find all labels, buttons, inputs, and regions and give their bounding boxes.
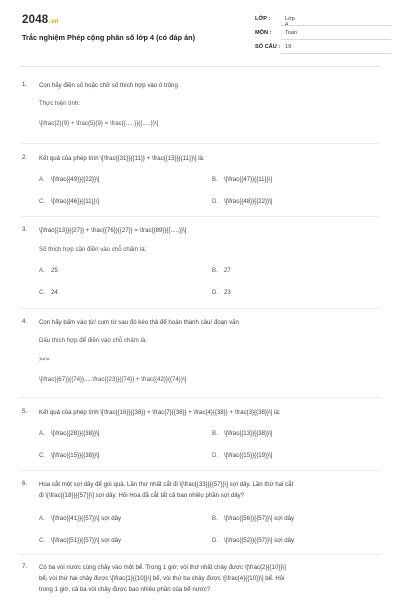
- subject-label: MÔN :: [255, 30, 272, 36]
- question-line: Dấu thích hợp để điền vào chỗ chấm là:: [39, 337, 147, 344]
- option-b[interactable]: [212, 267, 231, 274]
- option-key: A.: [39, 267, 45, 274]
- option-key: D.: [212, 537, 219, 544]
- option-text: \[\frac{{41}}{{57}}\] sợi dây: [51, 515, 122, 522]
- question-divider: [20, 397, 380, 398]
- option-text: 23: [224, 289, 231, 296]
- option-key: D.: [212, 452, 219, 459]
- question-text: Kết quả của phép tính \[\frac{{31}}{{11}} + \frac{{15}}{{11}}\] là:: [39, 155, 205, 162]
- option-a[interactable]: [39, 430, 99, 437]
- question-text: Con hãy điền số hoặc chữ số thích hợp vào ô trống: [39, 82, 178, 89]
- logo-suffix: .vn: [49, 19, 59, 25]
- question-number: 4.: [22, 318, 28, 325]
- question-divider: [20, 308, 380, 309]
- option-key: B.: [212, 430, 218, 437]
- question-text: Kết quả của phép tính \[\frac{{16}}{{38}} + \frac{7}{{38}} + \frac{4}{{38}} + \frac{3}{{38}}\] là:: [39, 409, 281, 416]
- option-text: \[\frac{{52}}{{57}}\] sợi dây: [224, 537, 295, 544]
- option-text: 27: [224, 267, 231, 274]
- option-text: \[\frac{{28}}{{38}}\]: [51, 430, 100, 437]
- option-text: \[\frac{{15}}{{19}}\]: [224, 452, 273, 459]
- option-key: D.: [212, 198, 219, 205]
- question-number: 6.: [22, 480, 28, 487]
- option-key: A.: [39, 176, 45, 183]
- option-d[interactable]: [212, 537, 294, 544]
- option-key: B.: [212, 267, 218, 274]
- option-key: C.: [39, 289, 46, 296]
- option-a[interactable]: [39, 515, 121, 522]
- question-divider: [20, 470, 380, 471]
- divider: [281, 39, 391, 40]
- question-text-line: đi \[\frac{{18}}{{57}}\] sợi dây. Hỏi Hoa đã cắt tất cả bao nhiêu phần sợi dây?: [39, 492, 245, 499]
- divider: [281, 25, 391, 26]
- count-label: SỐ CÂU :: [255, 44, 281, 50]
- option-text: \[\frac{{47}}{{11}}\]: [224, 176, 273, 183]
- option-text: \[\frac{{46}}{{11}}\]: [51, 198, 100, 205]
- question-line: \[\frac{{67}}{{74}}.....\frac{{23}}{{74}} + \frac{{42}}{{74}}\]: [39, 376, 187, 383]
- option-a[interactable]: [39, 176, 99, 183]
- option-text: \[\frac{{51}}{{57}}\] sợi dây: [51, 537, 122, 544]
- count-value: 19: [285, 44, 292, 50]
- question-text-line: trong 1 giờ, cả ba vòi chảy được bao nhiêu phần của bể nước?: [39, 586, 211, 593]
- question-line: Thực hiện tính:: [39, 100, 81, 107]
- question-number: 3.: [22, 226, 28, 233]
- question-text: Con hãy bấm vào từ/ cụm từ sau đó kéo thả để hoàn thành câu/ đoạn văn: [39, 319, 239, 326]
- option-c[interactable]: [39, 537, 121, 544]
- option-text: \[\frac{{49}}{{22}}\]: [51, 176, 100, 183]
- option-key: B.: [212, 515, 218, 522]
- question-text-line: Có ba vòi nước cùng chảy vào một bể. Trong 1 giờ, vòi thứ nhất chảy được \[\frac{2}{{10}}\]: [39, 564, 286, 571]
- option-c[interactable]: [39, 289, 58, 296]
- question-text-line: bể, vòi thứ hai chảy được \[\frac{1}{{10}}\] bể, vòi thứ ba chảy được \[\frac{4}{{10}}\] bể. Hỏi: [39, 575, 285, 582]
- class-value: Lớp 4: [285, 16, 295, 28]
- site-logo[interactable]: [22, 14, 59, 26]
- option-a[interactable]: [39, 267, 58, 274]
- option-d[interactable]: [212, 289, 231, 296]
- option-key: C.: [39, 537, 46, 544]
- question-divider: [20, 216, 380, 217]
- subject-value: Toán: [285, 30, 298, 36]
- question-number: 1.: [22, 81, 28, 88]
- option-key: B.: [212, 176, 218, 183]
- option-key: A.: [39, 430, 45, 437]
- class-label: LỚP :: [255, 16, 271, 22]
- question-line: Số thích hợp cần điền vào chỗ chấm là:: [39, 246, 147, 253]
- option-text: \[\frac{{13}}{{38}}\]: [224, 430, 273, 437]
- option-key: D.: [212, 289, 219, 296]
- question-number: 5.: [22, 408, 28, 415]
- option-key: C.: [39, 452, 46, 459]
- option-key: C.: [39, 198, 46, 205]
- question-text: \[\frac{{13}}{{27}} + \frac{{76}}{{27}} = \frac{{89}}{{.....}}\]: [39, 227, 187, 234]
- option-text: \[\frac{{48}}{{22}}\]: [224, 198, 273, 205]
- divider: [281, 53, 391, 54]
- option-b[interactable]: [212, 430, 272, 437]
- logo-main: 2048: [22, 14, 49, 26]
- worksheet-header: [0, 0, 400, 66]
- option-key: A.: [39, 515, 45, 522]
- option-text: 25: [51, 267, 58, 274]
- option-text: \[\frac{{56}}{{57}}\] sợi dây: [224, 515, 295, 522]
- option-b[interactable]: [212, 515, 294, 522]
- option-c[interactable]: [39, 198, 99, 205]
- option-c[interactable]: [39, 452, 99, 459]
- question-number: 7.: [22, 563, 28, 570]
- option-d[interactable]: [212, 452, 272, 459]
- header-divider: [20, 66, 380, 67]
- page-title: Trắc nghiệm Phép cộng phân số lớp 4 (có đáp án): [22, 33, 196, 42]
- question-divider: [20, 143, 380, 144]
- question-number: 2.: [22, 154, 28, 161]
- option-text: 24: [51, 289, 58, 296]
- question-line: \[\frac{2}{9} + \frac{5}{9} = \frac{{.....}}{{.....}}\]: [39, 120, 159, 127]
- question-divider: [20, 554, 380, 555]
- question-text-line: Hoa cắt một sợi dây để gói quà. Lần thứ nhất cắt đi \[\frac{{33}}{{57}}\] sợi dây. Lần thứ hai cắt: [39, 481, 294, 488]
- option-b[interactable]: [212, 176, 272, 183]
- option-d[interactable]: [212, 198, 272, 205]
- option-text: \[\frac{{15}}{{38}}\]: [51, 452, 100, 459]
- drag-options[interactable]: ><=: [39, 356, 50, 363]
